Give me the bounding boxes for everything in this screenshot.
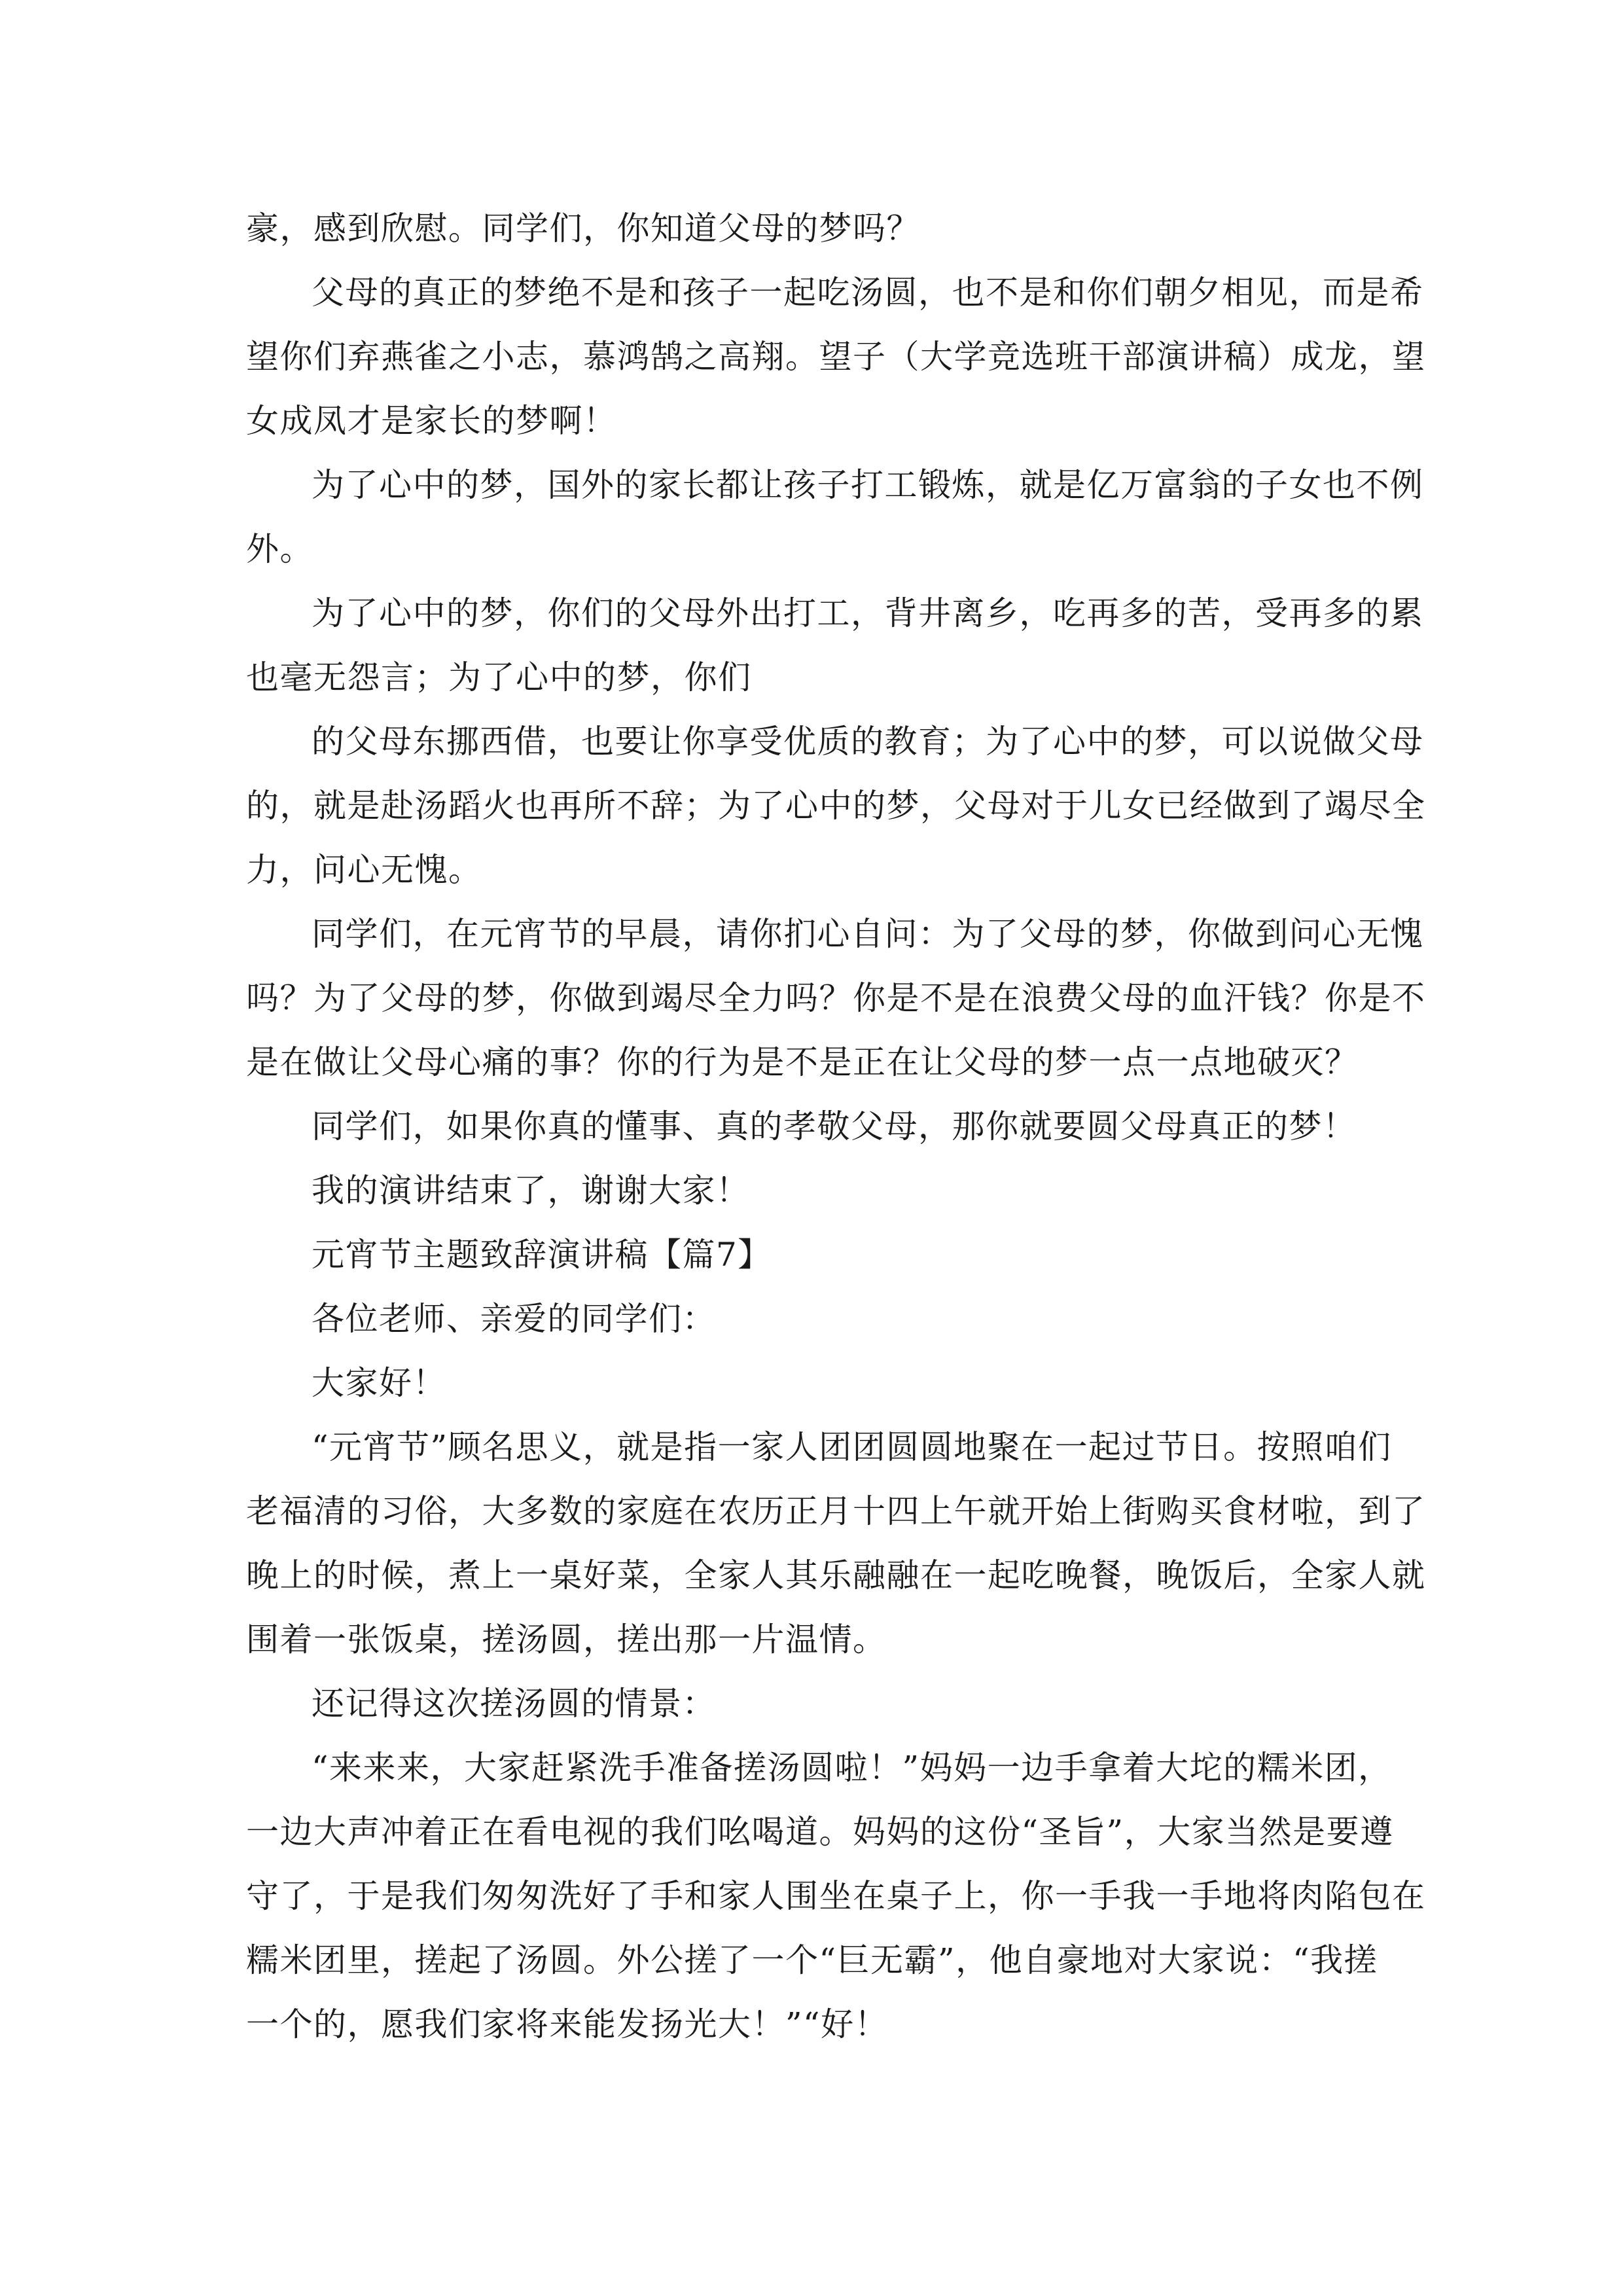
text-line: 吗？为了父母的梦，你做到竭尽全力吗？你是不是在浪费父母的血汗钱？你是不 [246,979,1426,1017]
text-line: 外。 [246,530,313,568]
text-line: 女成凤才是家长的梦啊！ [246,402,617,440]
text-line: 也毫无怨言；为了心中的梦，你们 [246,658,752,696]
text-line: 守了，于是我们匆匆洗好了手和家人围坐在桌子上，你一手我一手地将肉陷包在 [246,1877,1426,1915]
text-line: 一个的，愿我们家将来能发扬光大！”“好！ [246,2005,889,2043]
text-line: 豪，感到欣慰。同学们，你知道父母的梦吗？ [246,209,920,247]
text-line: 糯米团里，搓起了汤圆。外公搓了一个“巨无霸”，他自豪地对大家说：“我搓 [246,1941,1378,1979]
salutation: 各位老师、亲爱的同学们： [312,1300,716,1338]
text-line: 为了心中的梦，国外的家长都让孩子打工锻炼，就是亿万富翁的子女也不例 [312,466,1424,504]
text-line: 还记得这次搓汤圆的情景： [312,1685,716,1723]
text-line: 为了心中的梦，你们的父母外出打工，背井离乡，吃再多的苦，受再多的累 [312,594,1424,632]
text-line: 同学们，在元宵节的早晨，请你扪心自问：为了父母的梦，你做到问心无愧 [312,915,1424,953]
text-line: 父母的真正的梦绝不是和孩子一起吃汤圆，也不是和你们朝夕相见，而是希 [312,274,1424,312]
text-line: 一边大声冲着正在看电视的我们吆喝道。妈妈的这份“圣旨”，大家当然是要遵 [246,1813,1394,1851]
greeting: 大家好！ [312,1364,446,1402]
text-line: 的，就是赴汤蹈火也再所不辞；为了心中的梦，父母对于儿女已经做到了竭尽全 [246,787,1426,825]
text-line: 力，问心无愧。 [246,851,482,889]
text-line: 老福清的习俗，大多数的家庭在农历正月十四上午就开始上街购买食材啦，到了 [246,1492,1426,1530]
document-body [246,196,1426,2056]
text-line: 的父母东挪西借，也要让你享受优质的教育；为了心中的梦，可以说做父母 [312,723,1424,761]
text-line: 是在做让父母心痛的事？你的行为是不是正在让父母的梦一点一点地破灭？ [246,1043,1359,1081]
text-line: “来来来，大家赶紧洗手准备搓汤圆啦！”妈妈一边手拿着大坨的糯米团， [312,1749,1392,1787]
text-line: 同学们，如果你真的懂事、真的孝敬父母，那你就要圆父母真正的梦！ [312,1107,1357,1145]
text-line: 围着一张饭桌，搓汤圆，搓出那一片温情。 [246,1621,887,1659]
text-line: 我的演讲结束了，谢谢大家！ [312,1172,750,1210]
section-heading: 元宵节主题致辞演讲稿【篇7】 [312,1236,772,1274]
text-line: “元宵节”顾名思义，就是指一家人团团圆圆地聚在一起过节日。按照咱们 [312,1428,1392,1466]
text-line: 望你们弃燕雀之小志，慕鸿鹄之高翔。望子（大学竞选班干部演讲稿）成龙，望 [246,338,1426,376]
text-line: 晚上的时候，煮上一桌好菜，全家人其乐融融在一起吃晚餐，晚饭后，全家人就 [246,1556,1426,1594]
